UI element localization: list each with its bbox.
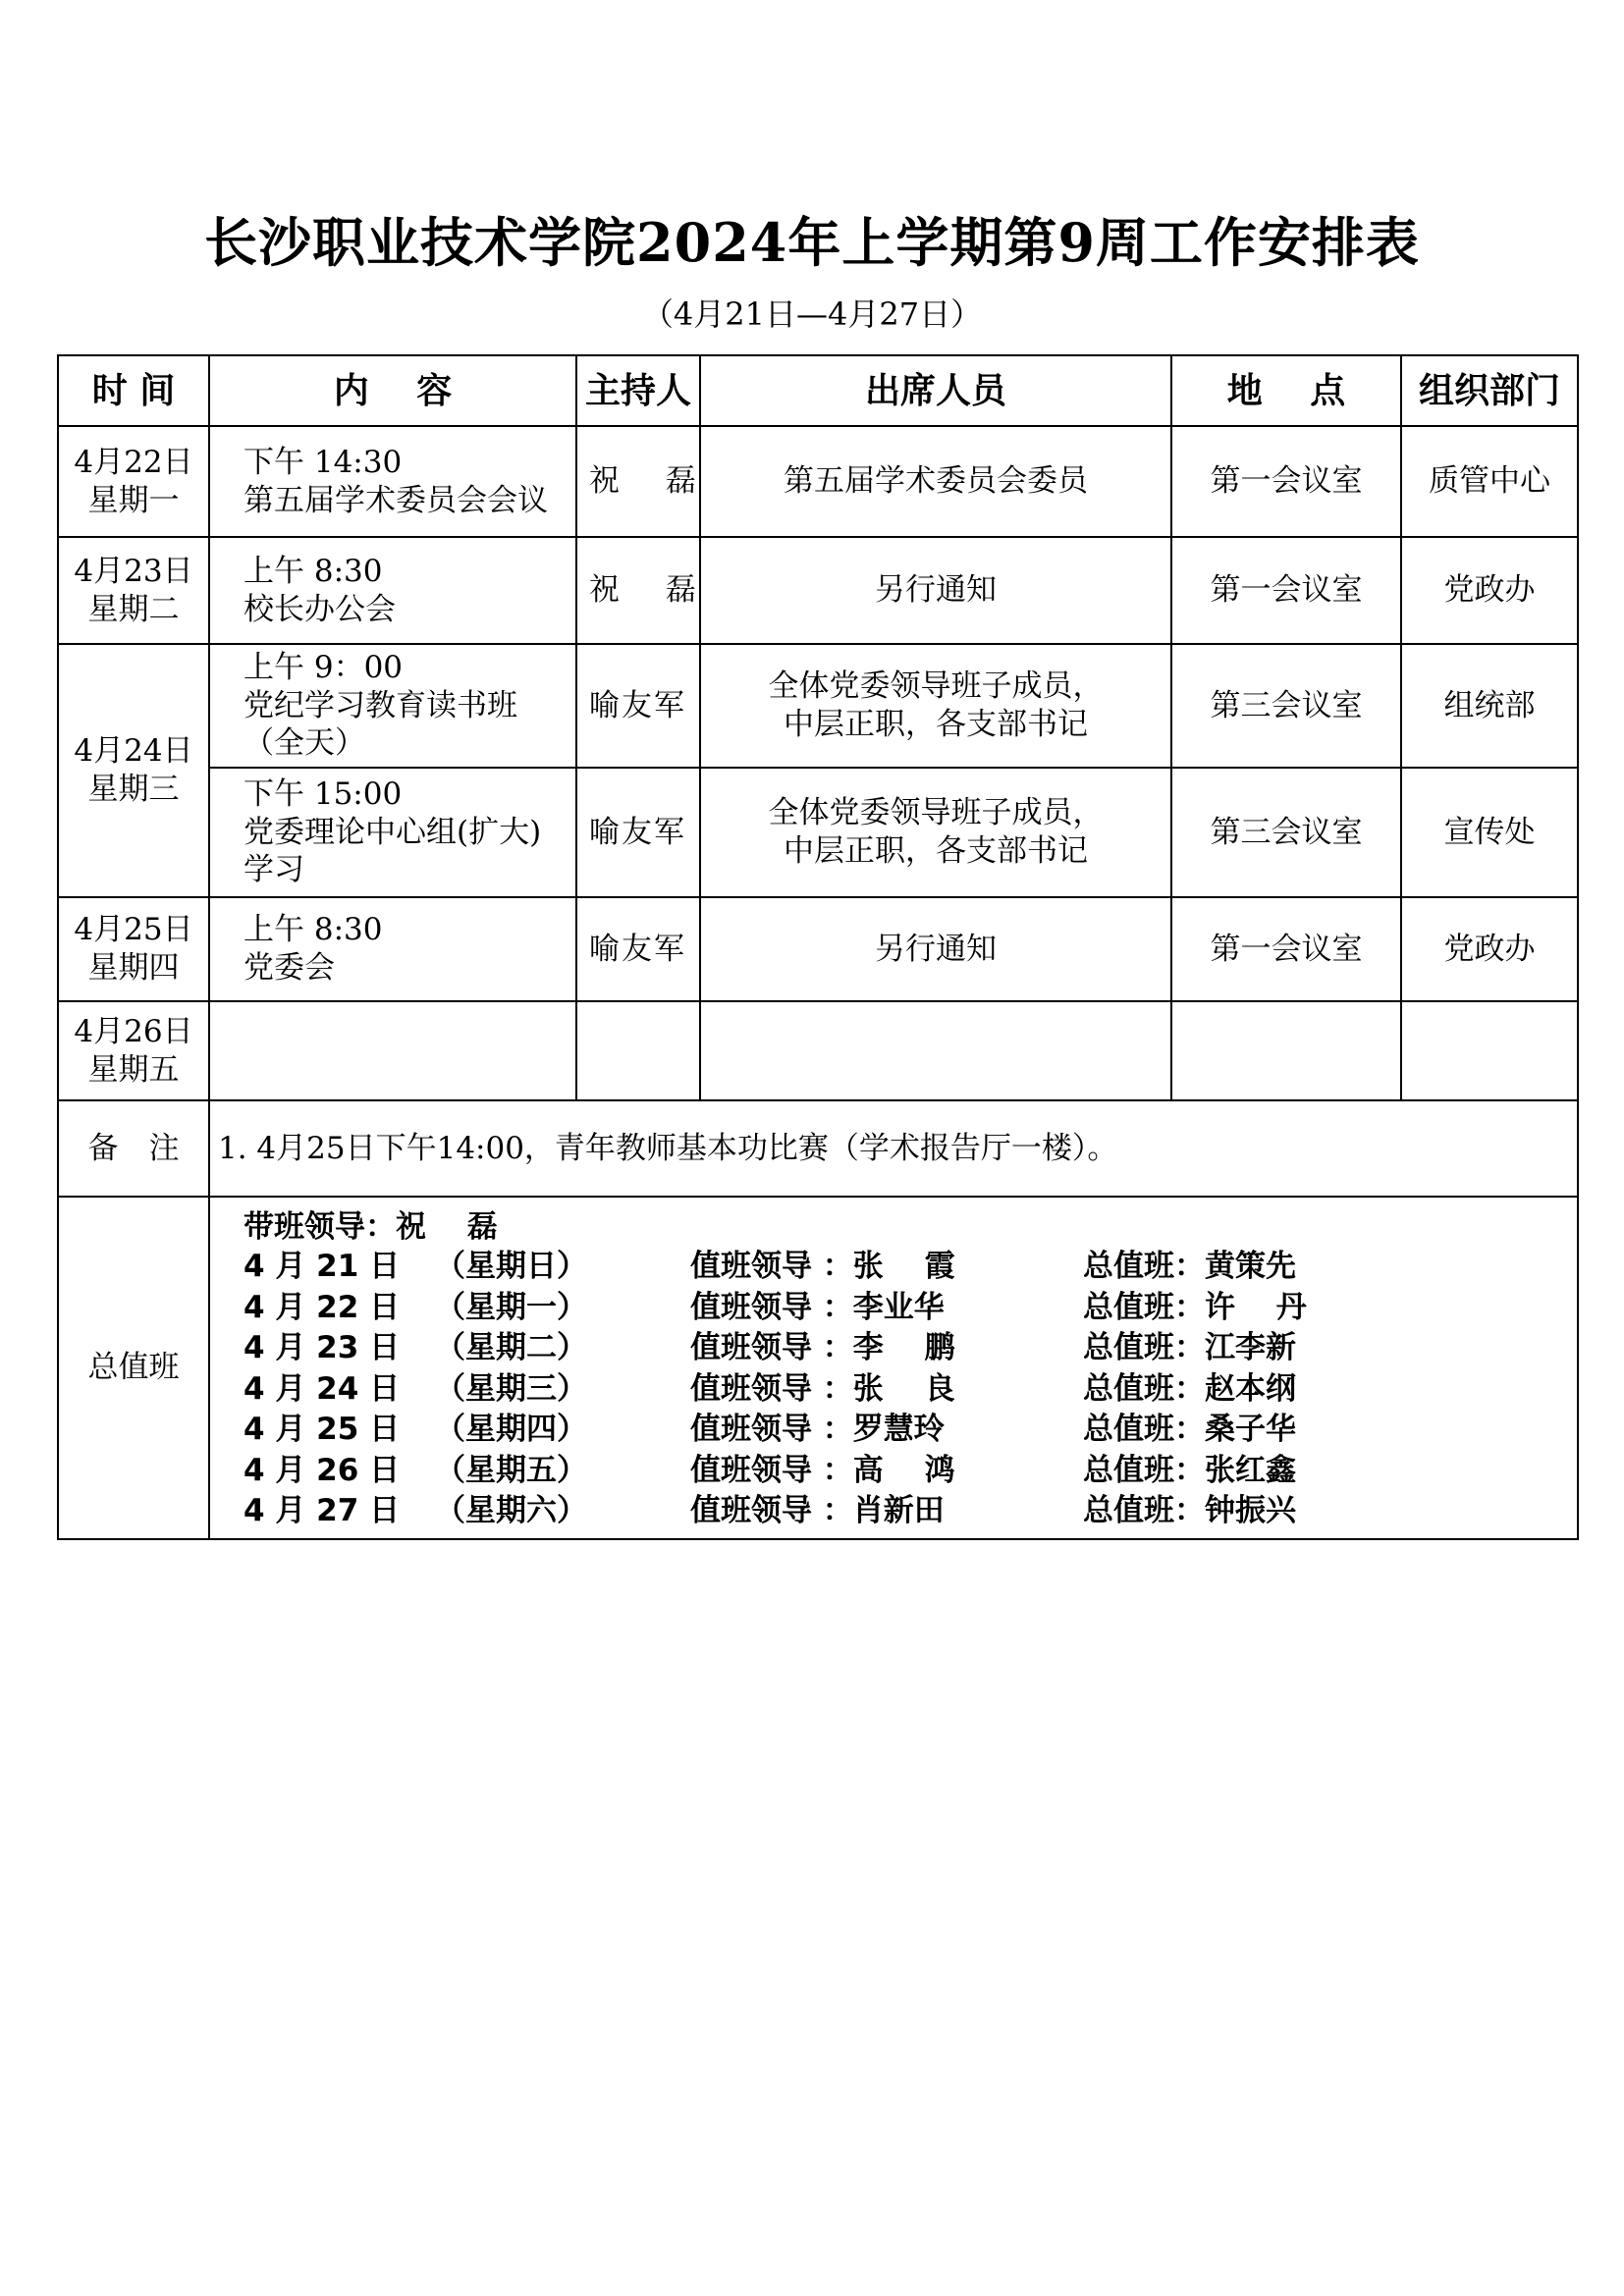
- date-text: 4月26日: [74, 1013, 193, 1049]
- duty-weekday: （星期四）: [435, 1412, 587, 1447]
- event-time: 上午 9：00: [244, 649, 404, 685]
- date-cell: [58, 897, 209, 1001]
- duty-leader: 值班领导 ：罗慧玲: [690, 1412, 945, 1447]
- duty-date: 4 月 26 日: [244, 1452, 401, 1488]
- weekday-text: 星期一: [87, 482, 180, 518]
- attendees-cell: 第五届学术委员会委员: [700, 426, 1171, 537]
- duty-total: 总值班：江李新: [1083, 1330, 1296, 1365]
- content-cell: [209, 1001, 576, 1100]
- event-time: 下午 14:30: [244, 444, 403, 480]
- host-cell: 喻友军: [576, 897, 700, 1001]
- date-text: 4月22日: [74, 444, 193, 480]
- date-cell: [58, 1001, 209, 1100]
- remarks-label: 备 注: [58, 1100, 209, 1197]
- host-cell: 喻友军: [576, 644, 700, 768]
- content-cell: [209, 768, 576, 897]
- content-cell: [209, 537, 576, 644]
- duty-total: 总值班：许 丹: [1083, 1289, 1307, 1325]
- remarks-row: [58, 1100, 1578, 1197]
- location-cell: 第三会议室: [1171, 768, 1401, 897]
- host-cell: 喻友军: [576, 768, 700, 897]
- duty-leader: 值班领导 ：李业华: [690, 1289, 945, 1325]
- location-cell: 第一会议室: [1171, 537, 1401, 644]
- event-title: 第五届学术委员会会议: [244, 482, 548, 518]
- duty-weekday: （星期二）: [435, 1330, 587, 1365]
- event-title: 党纪学习教育读书班: [244, 687, 517, 723]
- duty-leader-line: 带班领导：祝 磊: [244, 1209, 498, 1245]
- duty-date: 4 月 22 日: [244, 1289, 401, 1325]
- weekday-text: 星期三: [87, 772, 180, 807]
- content-cell: [209, 644, 576, 768]
- department-cell: 质管中心: [1401, 426, 1578, 537]
- location-cell: 第一会议室: [1171, 897, 1401, 1001]
- duty-date: 4 月 24 日: [244, 1370, 401, 1407]
- host-cell: 祝 磊: [576, 426, 700, 537]
- duty-weekday: （星期日）: [435, 1249, 587, 1284]
- duty-row: [58, 1197, 1578, 1539]
- header-host: 主持人: [576, 355, 700, 426]
- duty-leader: 值班领导 ：高 鸿: [690, 1452, 955, 1488]
- host-cell: 祝 磊: [576, 537, 700, 644]
- header-content: 内 容: [209, 355, 576, 426]
- attendees-cell: 另行通知: [700, 897, 1171, 1001]
- header-location: 地 点: [1171, 355, 1401, 426]
- date-text: 4月25日: [74, 912, 193, 948]
- location-cell: [1171, 1001, 1401, 1100]
- attendees-cell: [700, 768, 1171, 897]
- weekday-text: 星期五: [87, 1051, 180, 1088]
- table-row: [58, 644, 1578, 768]
- table-row: [58, 897, 1578, 1001]
- duty-weekday: （星期一）: [435, 1289, 587, 1325]
- event-time: 上午 8:30: [244, 553, 383, 589]
- duty-entry: [244, 1369, 1577, 1411]
- date-text: 4月24日: [74, 733, 193, 770]
- duty-total: 总值班：赵本纲: [1083, 1370, 1296, 1407]
- table-row: [58, 537, 1578, 644]
- attendees-line: 中层正职，各支部书记: [784, 707, 1088, 742]
- attendees-line: 全体党委领导班子成员，: [768, 668, 1104, 705]
- event-time: 上午 8:30: [244, 912, 383, 948]
- header-attendees: 出席人员: [700, 355, 1171, 426]
- duty-entry: [244, 1451, 1577, 1492]
- date-cell: [58, 426, 209, 537]
- duty-total: 总值班：钟振兴: [1083, 1493, 1296, 1528]
- event-title: 党委会: [244, 950, 335, 986]
- weekday-text: 星期二: [87, 591, 180, 627]
- department-cell: 组统部: [1401, 644, 1578, 768]
- remarks-text: 1. 4月25日下午14:00，青年教师基本功比赛（学术报告厅一楼）。: [209, 1100, 1578, 1197]
- duty-total: 总值班：黄策先: [1083, 1249, 1296, 1284]
- duty-entry: [244, 1491, 1577, 1532]
- duty-leader: 值班领导 ：肖新田: [690, 1493, 945, 1528]
- location-cell: 第三会议室: [1171, 644, 1401, 768]
- event-title-cont: 学习: [244, 852, 304, 888]
- department-cell: 党政办: [1401, 897, 1578, 1001]
- duty-weekday: （星期三）: [435, 1370, 587, 1407]
- table-row: [58, 768, 1578, 897]
- date-cell: [58, 644, 209, 897]
- event-title: 校长办公会: [244, 591, 396, 627]
- attendees-cell: 另行通知: [700, 537, 1171, 644]
- duty-leader: 值班领导 ：张 良: [690, 1370, 955, 1407]
- attendees-cell: [700, 1001, 1171, 1100]
- date-range-subtitle: （4月21日—4月27日）: [641, 295, 983, 333]
- duty-entry: [244, 1247, 1577, 1288]
- content-cell: [209, 897, 576, 1001]
- duty-date: 4 月 27 日: [244, 1493, 401, 1528]
- event-time: 下午 15:00: [244, 775, 403, 812]
- weekday-text: 星期四: [87, 950, 180, 986]
- duty-weekday: （星期五）: [435, 1452, 587, 1488]
- date-text: 4月23日: [74, 553, 193, 589]
- department-cell: 宣传处: [1401, 768, 1578, 897]
- table-row: [58, 1001, 1578, 1100]
- duty-leader: 值班领导 ：李 鹏: [690, 1330, 955, 1365]
- header-time: 时 间: [58, 355, 209, 426]
- header-department: 组织部门: [1401, 355, 1578, 426]
- content-cell: [209, 426, 576, 537]
- duty-entry: [244, 1288, 1577, 1329]
- duty-date: 4 月 25 日: [244, 1412, 401, 1447]
- duty-date: 4 月 23 日: [244, 1330, 401, 1365]
- duty-date: 4 月 21 日: [244, 1249, 401, 1284]
- page-title: 长沙职业技术学院2024年上学期第9周工作安排表: [204, 211, 1420, 274]
- duty-roster: [209, 1197, 1578, 1539]
- schedule-table: [57, 354, 1579, 1540]
- attendees-line: 全体党委领导班子成员，: [768, 795, 1104, 831]
- location-cell: 第一会议室: [1171, 426, 1401, 537]
- duty-weekday: （星期六）: [435, 1493, 587, 1528]
- department-cell: [1401, 1001, 1578, 1100]
- table-row: [58, 426, 1578, 537]
- event-title-cont: （全天）: [244, 725, 365, 762]
- header-row: [58, 355, 1578, 426]
- attendees-cell: [700, 644, 1171, 768]
- attendees-line: 中层正职，各支部书记: [784, 833, 1088, 869]
- duty-total: 总值班：桑子华: [1083, 1412, 1296, 1447]
- duty-leader: 值班领导 ：张 霞: [690, 1249, 955, 1284]
- duty-entry: [244, 1410, 1577, 1451]
- duty-entry: [244, 1328, 1577, 1369]
- host-cell: [576, 1001, 700, 1100]
- duty-label: 总值班: [58, 1197, 209, 1539]
- date-cell: [58, 537, 209, 644]
- department-cell: 党政办: [1401, 537, 1578, 644]
- event-title: 党委理论中心组(扩大): [244, 814, 542, 850]
- duty-total: 总值班：张红鑫: [1083, 1452, 1296, 1488]
